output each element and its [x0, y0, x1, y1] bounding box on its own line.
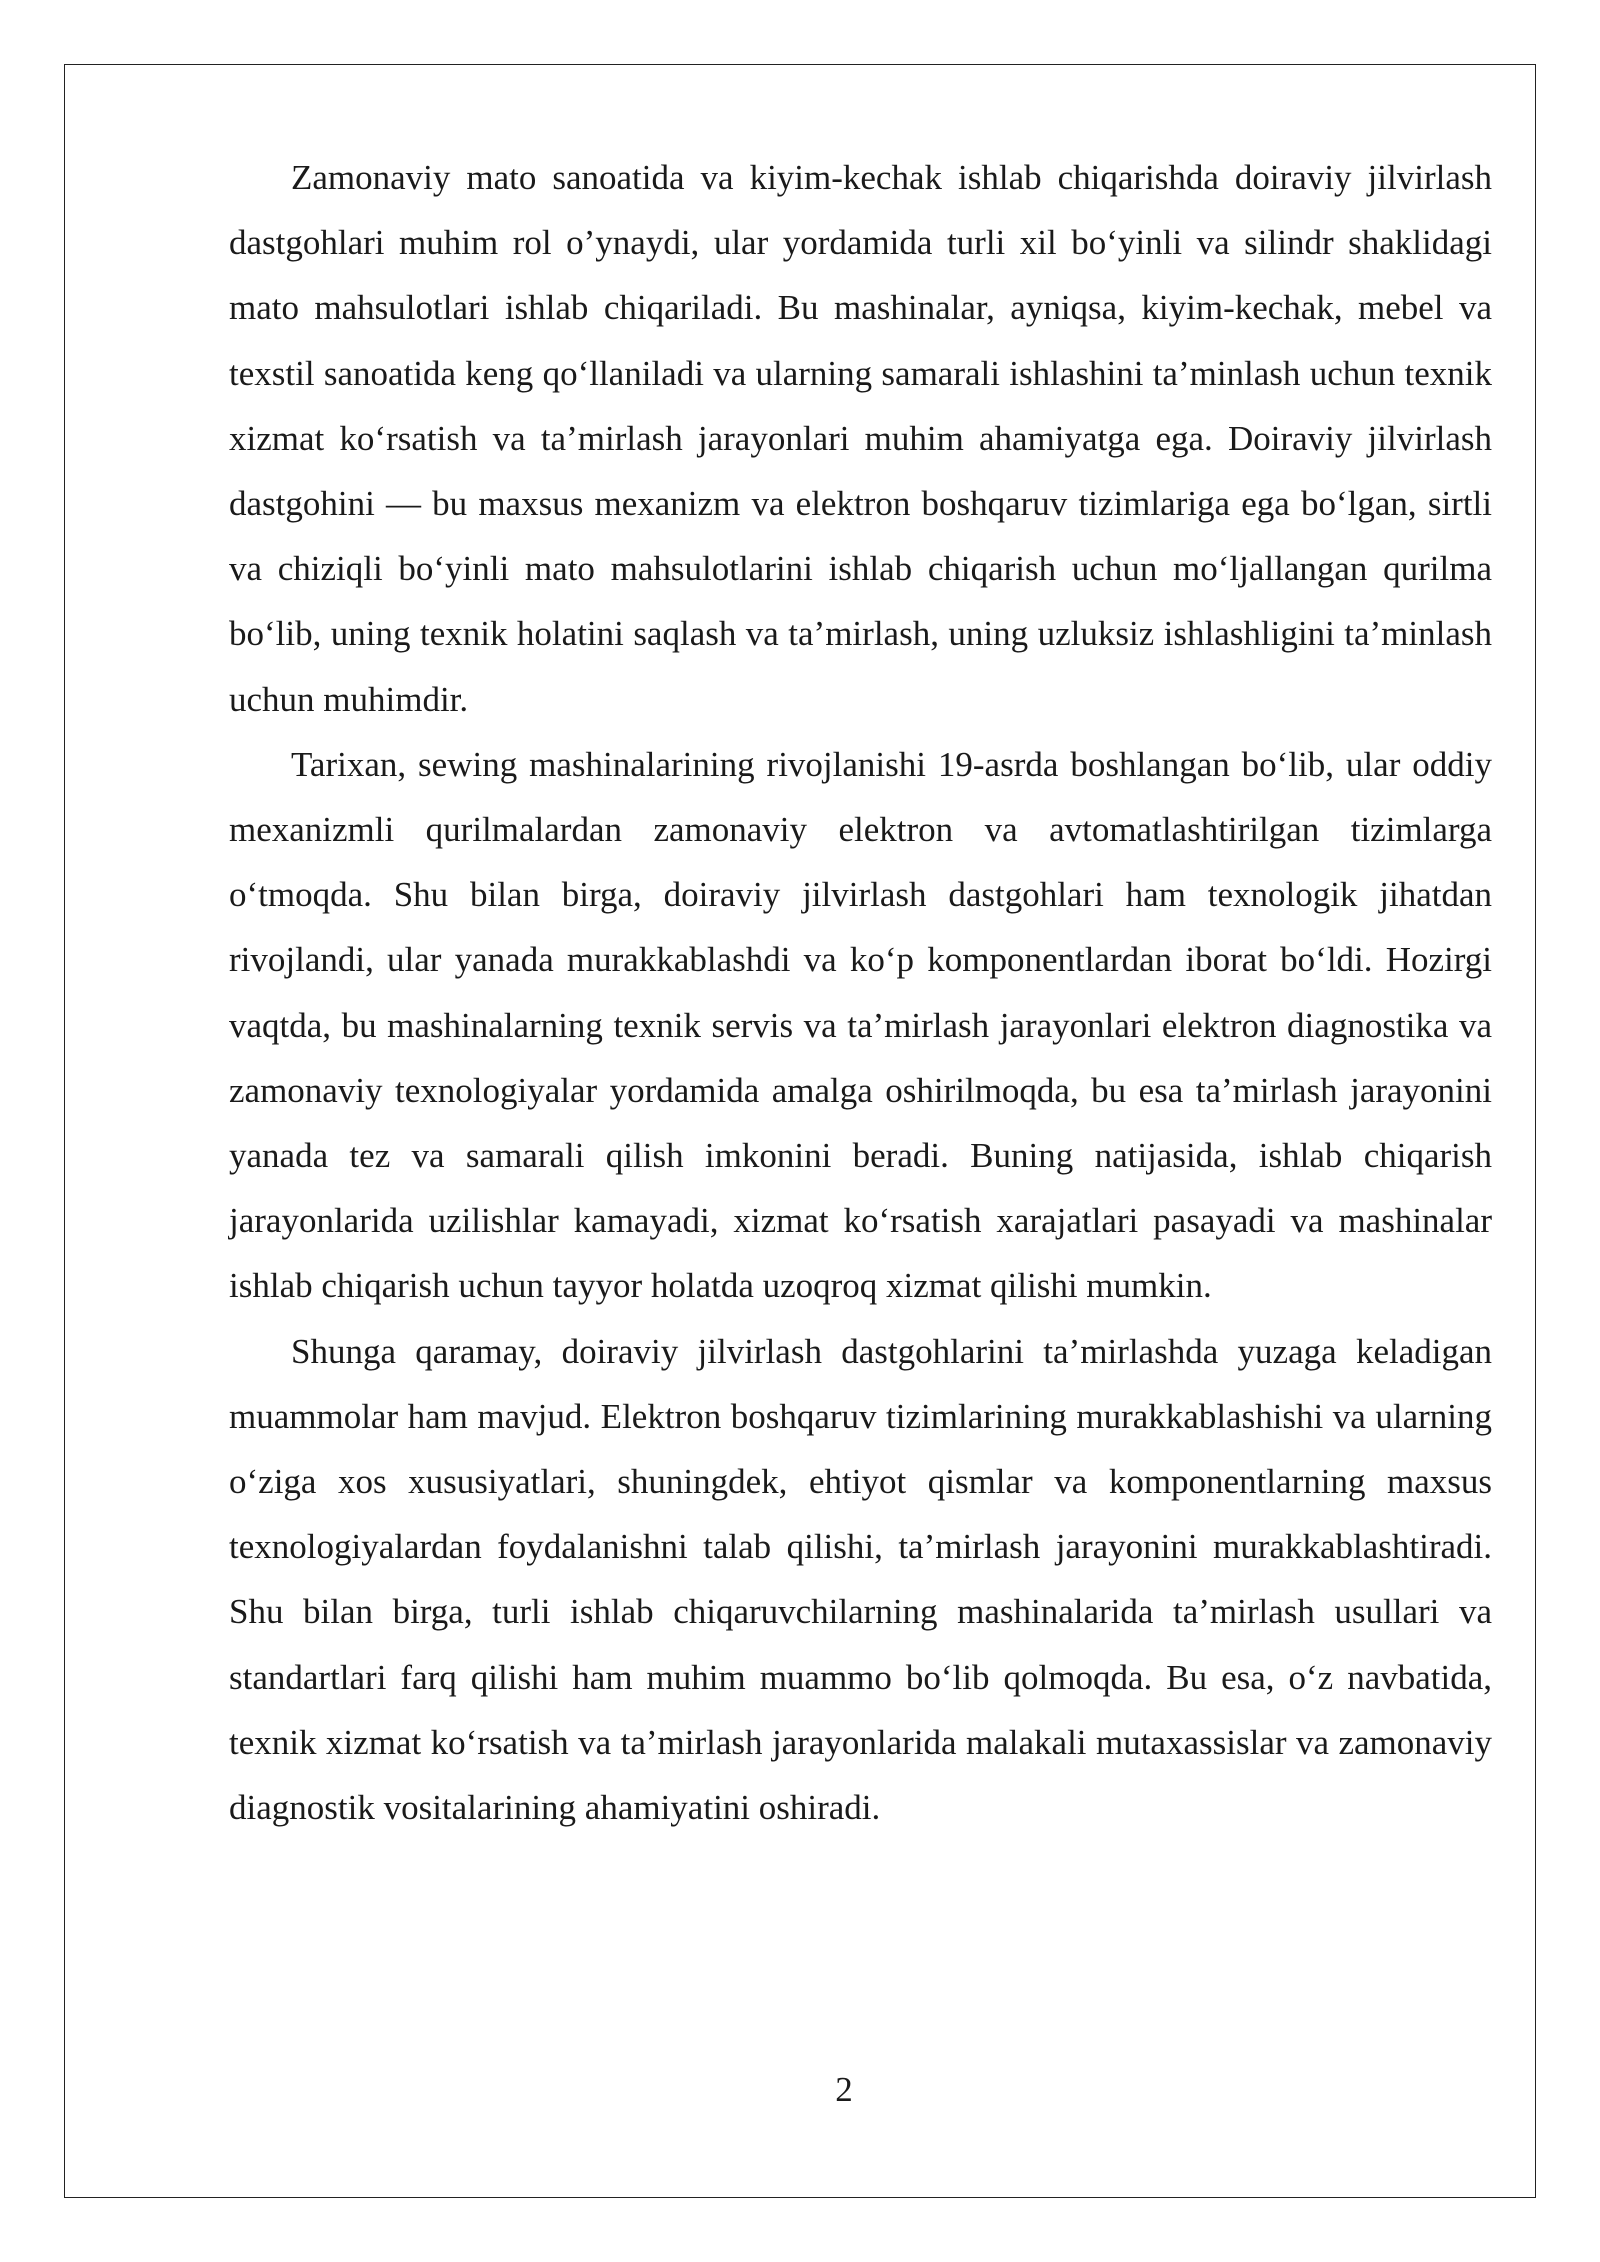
page-number: 2 — [835, 2070, 853, 2109]
paragraph-1: Zamonaviy mato sanoatida va kiyim-kechak ishlab chiqarishda doiraviy jilvirlash dastgohlari muhim rol o’ynaydi, ular yordamida turli xil bo‘yinli va silindr shaklidagi mato mahsulotlari ishlab chiqariladi. Bu mashinalar, ayniqsa, kiyim-kechak, mebel va texstil sanoatida keng qo‘llaniladi va ularning samarali ishlashini ta’minlash uchun texnik xizmat ko‘rsatish va ta’mirlash jarayonlari muhim ahamiyatga ega. Doiraviy jilvirlash dastgohini — bu maxsus mexanizm va elektron boshqaruv tizimlariga ega bo‘lgan, sirtli va chiziqli bo‘yinli mato mahsulotlarini ishlab chiqarish uchun mo‘ljallangan qurilma bo‘lib, uning texnik holatini saqlash va ta’mirlash, uning uzluksiz ishlashligini ta’minlash uchun muhimdir. — [229, 158, 1492, 719]
paragraph-2: Tarixan, sewing mashinalarining rivojlanishi 19-asrda boshlangan bo‘lib, ular oddiy mexanizmli qurilmalardan zamonaviy elektron va avtomatlashtirilgan tizimlarga o‘tmoqda. Shu bilan birga, doiraviy jilvirlash dastgohlari ham texnologik jihatdan rivojlandi, ular yanada murakkablashdi va ko‘p komponentlardan iborat bo‘ldi. Hozirgi vaqtda, bu mashinalarning texnik servis va ta’mirlash jarayonlari elektron diagnostika va zamonaviy texnologiyalar yordamida amalga oshirilmoqda, bu esa ta’mirlash jarayonini yanada tez va samarali qilish imkonini beradi. Buning natijasida, ishlab chiqarish jarayonlarida uzilishlar kamayadi, xizmat ko‘rsatish xarajatlari pasayadi va mashinalar ishlab chiqarish uchun tayyor holatda uzoqroq xizmat qilishi mumkin. — [229, 744, 1492, 1306]
paragraph-3: Shunga qaramay, doiraviy jilvirlash dastgohlarini ta’mirlashda yuzaga keladigan muammolar ham mavjud. Elektron boshqaruv tizimlarining murakkablashishi va ularning o‘ziga xos xususiyatlari, shuningdek, ehtiyot qismlar va komponentlarning maxsus texnologiyalardan foydalanishni talab qilishi, ta’mirlash jarayonini murakkablashtiradi. Shu bilan birga, turli ishlab chiqaruvchilarning mashinalarida ta’mirlash usullari va standartlari farq qilishi ham muhim muammo bo‘lib qolmoqda. Bu esa, o‘z navbatida, texnik xizmat ko‘rsatish va ta’mirlash jarayonlarida malakali mutaxassislar va zamonaviy diagnostik vositalarining ahamiyatini oshiradi. — [229, 1331, 1492, 1828]
document-body — [229, 145, 1492, 1840]
